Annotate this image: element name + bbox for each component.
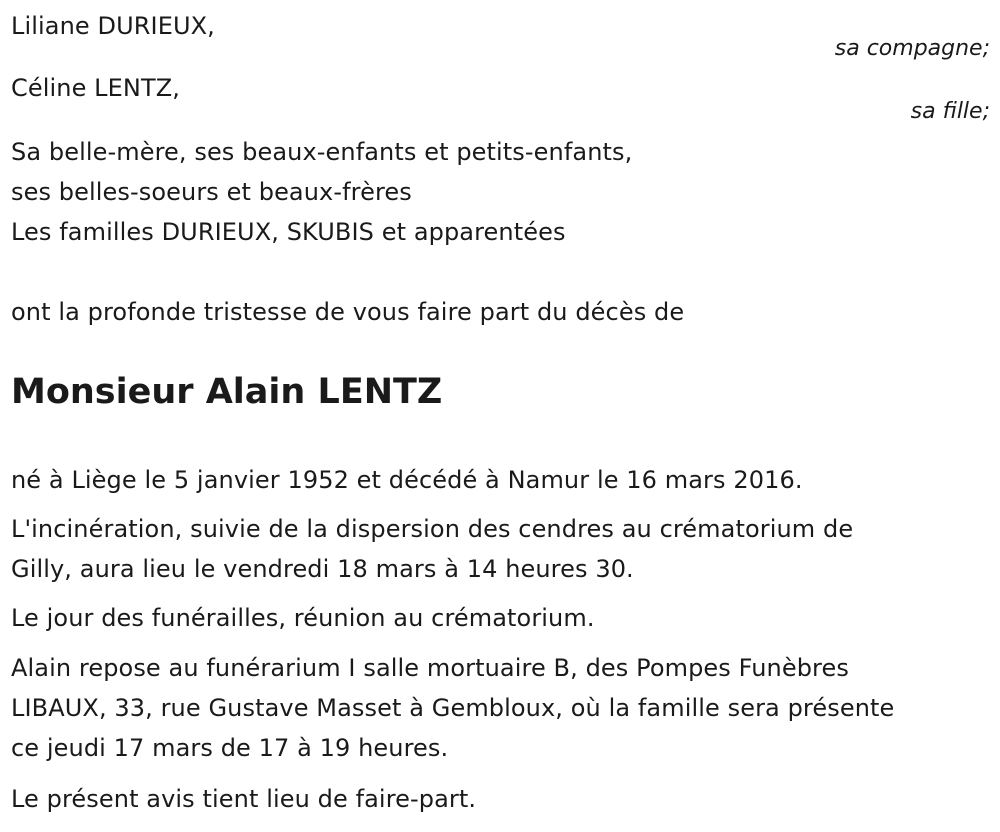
cremation-text-line-1: L'incinération, suivie de la dispersion des cendres au crématorium de [11, 515, 854, 543]
relatives-line-3: Les familles DURIEUX, SKUBIS et apparentées [11, 218, 566, 246]
daughter-role: sa fille; [910, 99, 990, 124]
birth-death-text: né à Liège le 5 janvier 1952 et décédé à Namur le 16 mars 2016. [11, 466, 803, 494]
notice-text: Le présent avis tient lieu de faire-part. [11, 785, 477, 813]
companion-role: sa compagne; [834, 36, 990, 61]
announcement-text: ont la profonde tristesse de vous faire part du décès de [11, 298, 685, 326]
cremation-text-line-2: Gilly, aura lieu le vendredi 18 mars à 14 heures 30. [11, 555, 634, 583]
relatives-line-1: Sa belle-mère, ses beaux-enfants et petits-enfants, [11, 138, 633, 166]
visitation-text-line-3: ce jeudi 17 mars de 17 à 19 heures. [11, 734, 449, 762]
gathering-text: Le jour des funérailles, réunion au crématorium. [11, 604, 595, 632]
companion-name: Liliane DURIEUX, [11, 12, 215, 40]
relatives-line-2: ses belles-soeurs et beaux-frères [11, 178, 412, 206]
deceased-name: Monsieur Alain LENTZ [11, 372, 443, 412]
visitation-text-line-1: Alain repose au funérarium I salle mortuaire B, des Pompes Funèbres [11, 654, 849, 682]
visitation-text-line-2: LIBAUX, 33, rue Gustave Masset à Gembloux, où la famille sera présente [11, 694, 895, 722]
daughter-name: Céline LENTZ, [11, 74, 180, 102]
